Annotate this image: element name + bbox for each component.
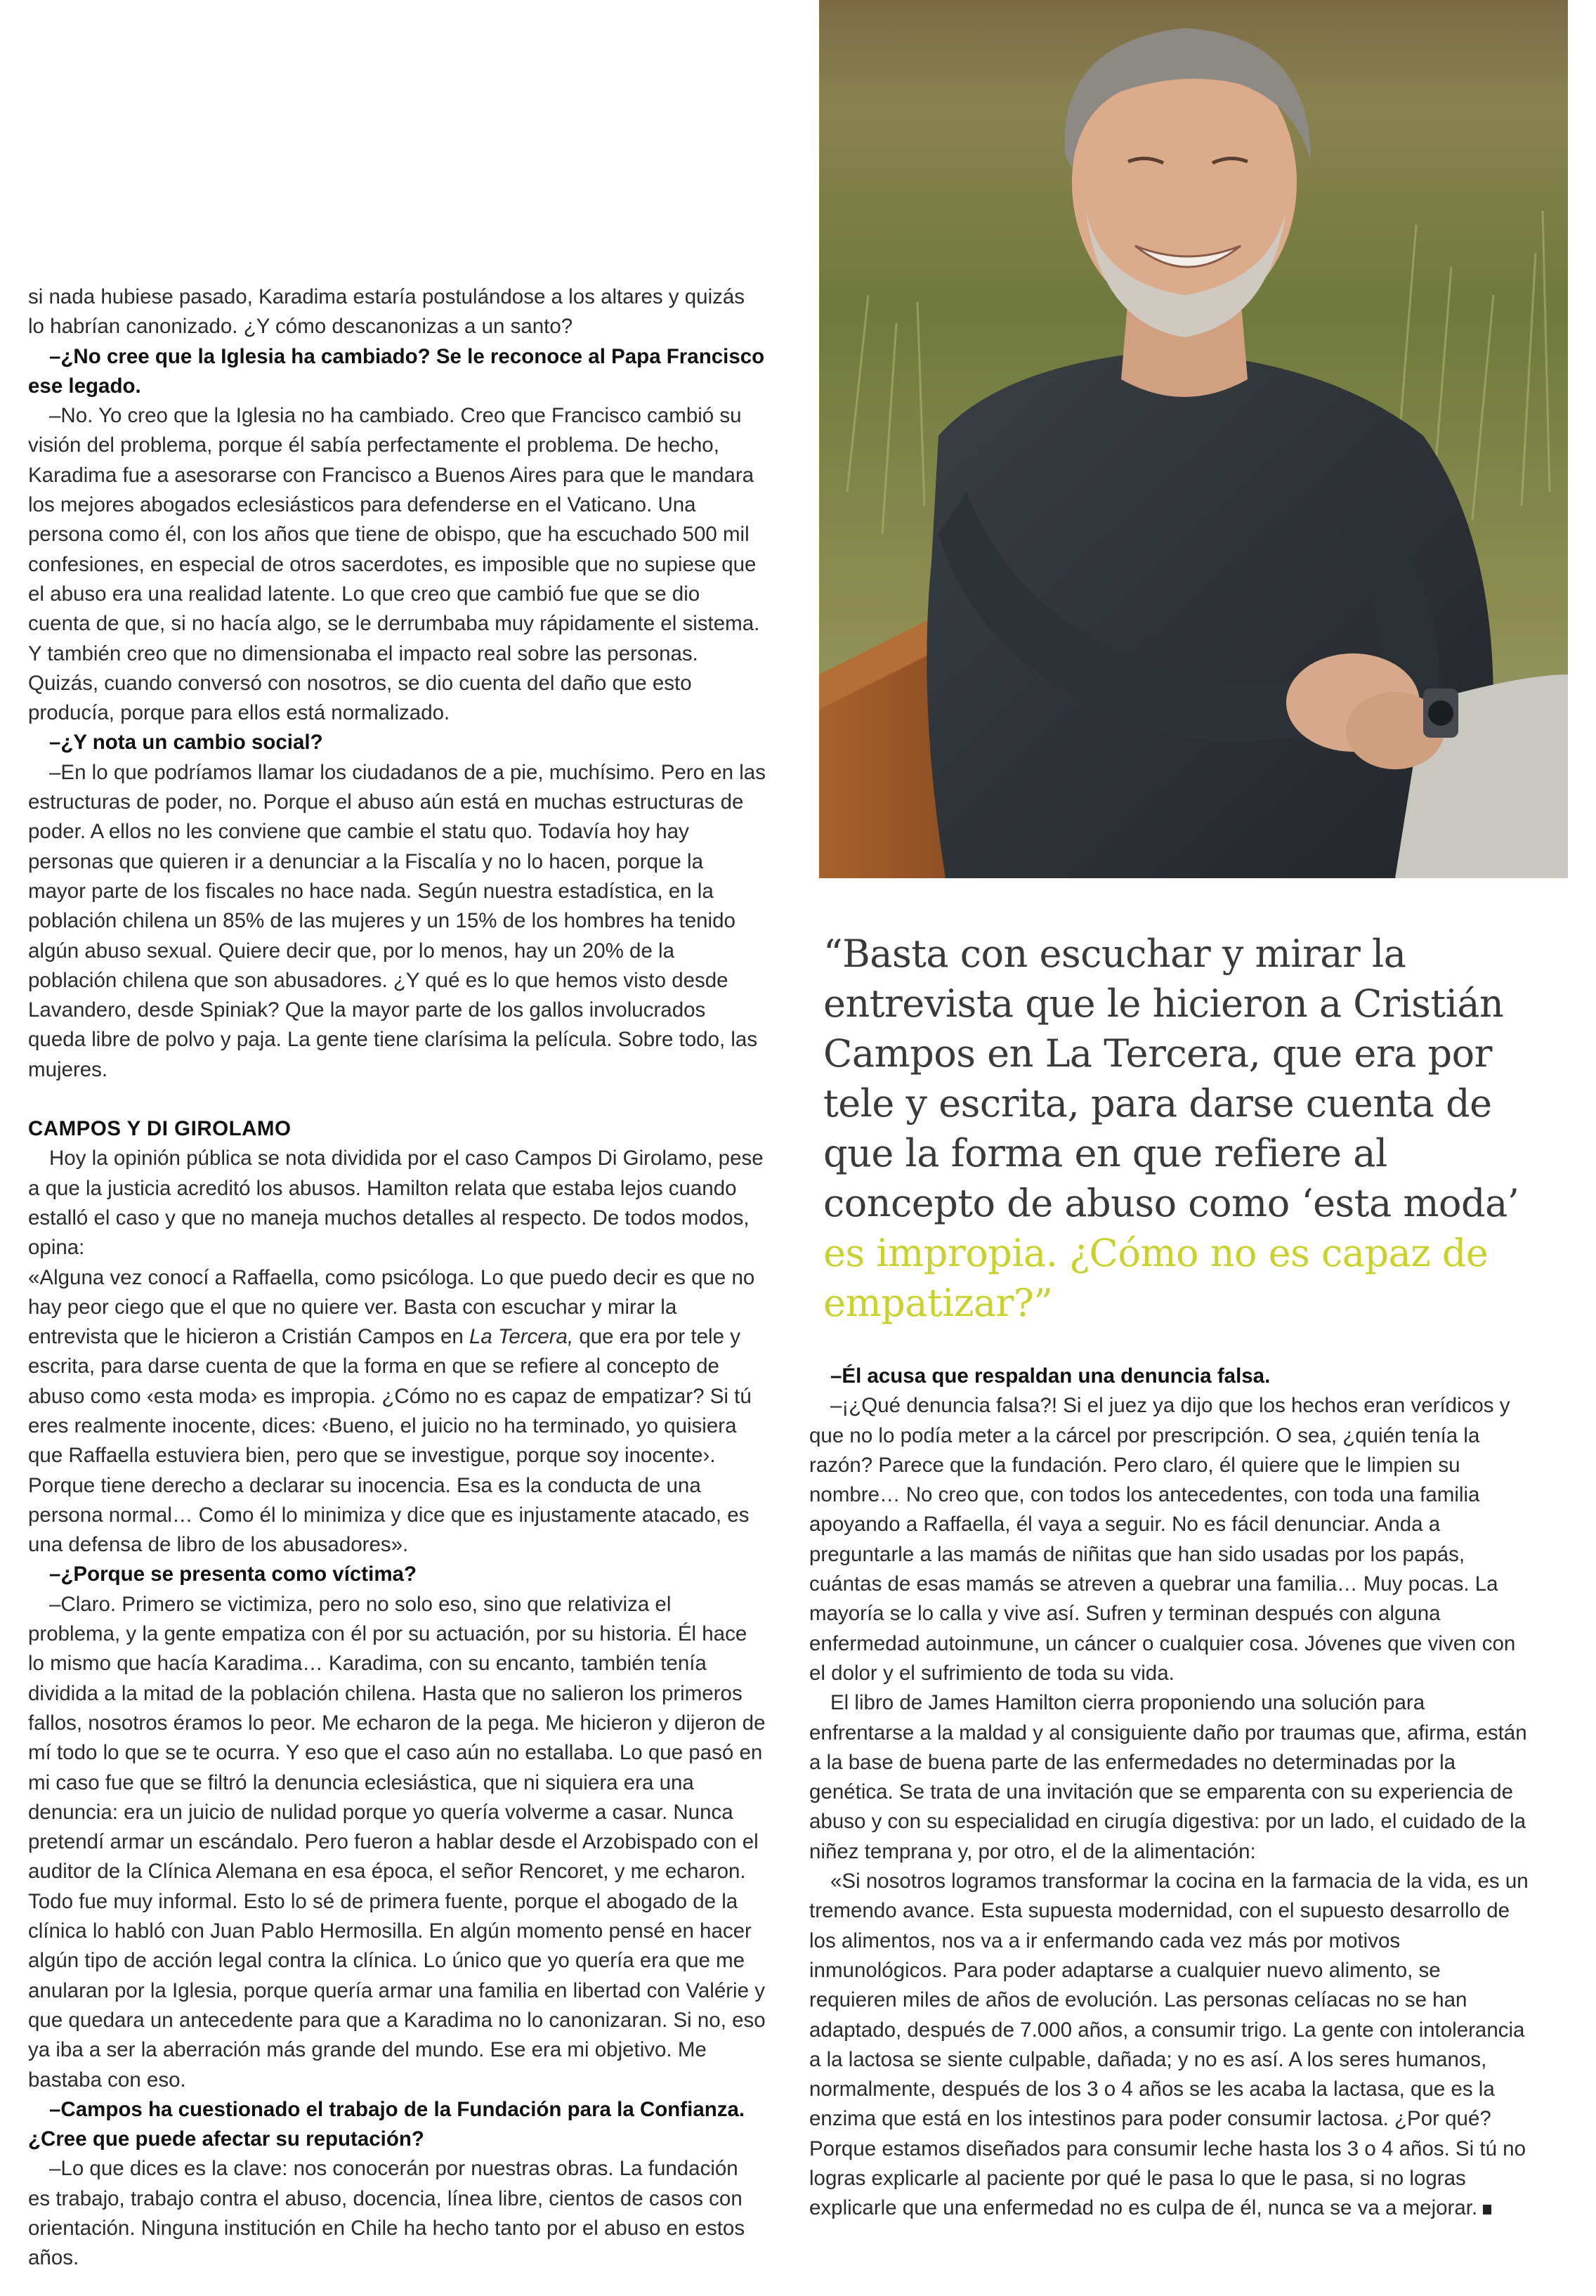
- pull-quote: [823, 929, 1547, 1328]
- paragraph-raffaella-quote: [28, 1263, 766, 1560]
- paragraph-food-quote: [809, 1867, 1533, 2224]
- answer-false-complaint: –¡¿Qué denuncia falsa?! Si el juez ya dijo que los hechos eran verídicos y que no lo podía meter a la cárcel por prescripción. O sea, ¿quién tenía la razón? Parece que la fundación. Pero claro, él quiere que le limpien su nombre… No creo que, con todos los antecedentes, con toda una familia apoyando a Raffaella, él vaya a seguir. No es fácil denunciar. Anda a preguntarle a las mamás de niñitas que han sido usadas por los papás, cuántas de esas mamás se atreven a quebrar una familia… Muy pocas. La mayoría se lo calla y vive así. Sufren y terminan después con alguna enfermedad autoinmune, un cáncer o cualquier cosa. Jóvenes que viven con el dolor y el sufrimiento de toda su vida.: [809, 1394, 1516, 1685]
- answer-church-changed: –No. Yo creo que la Iglesia no ha cambiado. Creo que Francisco cambió su visión del problema, porque él sabía perfectamente el problema. De hecho, Karadima fue a asesorarse con Francisco a Buenos Aires para que le mandara los mejores abogados eclesiásticos para defenderse en el Vaticano. Una persona como él, con los años que tiene de obispo, que ha escuchado 500 mil confesiones, en especial de otros sacerdotes, es imposible que no supiese que el abuso era una realidad latente. Lo que creo que cambió fue que se dio cuenta de que, si no hacía algo, se le derrumbaba muy rápidamente el sistema. Y también creo que no dimensionaba el impacto real sobre las personas. Quizás, cuando conversó con nosotros, se dio cuenta del daño que esto producía, porque para ellos está normalizado.: [28, 404, 760, 725]
- paragraph-book-solution: El libro de James Hamilton cierra proponiendo una solución para enfrentarse a la maldad y al consiguiente daño por traumas que, afirma, están a la base de buena parte de las enfermedades no determinadas por la genética. Se trata de una invitación que se emparenta con su experiencia de abuso y con su especialidad en cirugía digestiva: por un lado, el cuidado de la niñez temprana y, por otro, el de la alimentación:: [809, 1691, 1527, 1863]
- raffaella-quote-part1: «Alguna vez conocí a Raffaella, como psicóloga. Lo que puedo decir es que no hay peor ciego que el que no quiere ver. Basta con escuchar y mirar la entrevista que le hicieron a Cristián Campos en: [28, 1265, 755, 1349]
- section-title: CAMPOS Y DI GIROLAMO: [28, 1117, 292, 1141]
- question-reputation: –Campos ha cuestionado el trabajo de la Fundación para la Confianza. ¿Cree que puede afectar su reputación?: [28, 2097, 745, 2151]
- raffaella-quote-part2: que era por tele y escrita, para darse cuenta de que la forma en que se refiere al concepto de abuso como ‹esta moda› es impropia. ¿Cómo no es capaz de empatizar? Si tú eres realmente inocente, dices: ‹Bueno, el juicio no ha terminado, yo quisiera que Raffaella estuviera bien, pero que se investigue, porque soy inocente›. Porque tiene derecho a declarar su inocencia. Esa es la conducta de una persona normal… Como él lo minimiza y dice que es injustamente atacado, es una defensa de libro de los abusadores».: [28, 1325, 752, 1557]
- question-church-changed: –¿No cree que la Iglesia ha cambiado? Se le reconoce al Papa Francisco ese legado.: [28, 344, 765, 398]
- end-of-article-mark: [1483, 2205, 1491, 2215]
- left-text-column: [28, 282, 766, 2274]
- pull-quote-accent: es impropia. ¿Cómo no es capaz de empatizar?”: [823, 1231, 1489, 1325]
- food-quote-text: «Si nosotros logramos transformar la cocina en la farmacia de la vida, es un tremendo avance. Esta supuesta modernidad, con el supuesto desarrollo de los alimentos, nos va a ir enfermando cada vez más por motivos inmunológicos. Para poder adaptarse a cualquier nuevo alimento, se requieren miles de años de evolución. Las personas celíacas no se han adaptado, después de 7.000 años, a consumir trigo. La gente con intolerancia a la lactosa se siente culpable, dañada; y no es así. A los seres humanos, normalmente, después de los 3 o 4 años se les acaba la lactasa, que es la enzima que está en los intestinos para poder consumir lactosa. ¿Por qué? Porque estamos diseñados para consumir leche hasta los 3 o 4 años. Si tú no logras explicarle al paciente por qué le pasa lo que le pasa, si no logras explicarle que una enfermedad no es culpa de él, nunca se va a mejorar.: [809, 1870, 1529, 2220]
- pull-quote-main: “Basta con escuchar y mirar la entrevista que le hicieron a Cristián Campos en La Tercera, que era por tele y escrita, para darse cuenta de que la forma en que refiere al concepto de abuso como ‘esta moda’: [823, 932, 1519, 1225]
- question-false-complaint: –Él acusa que respaldan una denuncia falsa.: [830, 1364, 1271, 1388]
- paragraph-campos-intro: Hoy la opinión pública se nota dividida por el caso Campos Di Girolamo, pese a que la justicia acreditó los abusos. Hamilton relata que estaba lejos cuando estalló el caso y que no maneja muchos detalles al respecto. De todos modos, opina:: [28, 1147, 764, 1260]
- answer-reputation: –Lo que dices es la clave: nos conocerán por nuestras obras. La fundación es trabajo, trabajo contra el abuso, docencia, línea libre, cientos de casos con orientación. Ninguna institución en Chile ha hecho tanto por el abuso en estos años.: [28, 2157, 745, 2270]
- portrait-photo: [819, 0, 1568, 878]
- answer-social-change: –En lo que podríamos llamar los ciudadanos de a pie, muchísimo. Pero en las estructuras de poder, no. Porque el abuso aún está en muchas estructuras de poder. A ellos no les conviene que cambie el statu quo. Todavía hoy hay personas que quieren ir a denunciar a la Fiscalía y no lo hacen, porque la mayor parte de los fiscales no hace nada. Según nuestra estadística, en la población chilena un 85% de las mujeres y un 15% de los hombres ha tenido algún abuso sexual. Quiere decir que, por lo menos, hay un 20% de la población chilena que son abusadores. ¿Y qué es lo que hemos visto desde Lavandero, desde Spiniak? Que la mayor parte de los gallos involucrados queda libre de polvo y paja. La gente tiene clarísima la película. Sobre todo, las mujeres.: [28, 760, 766, 1081]
- la-tercera-italic: La Tercera,: [469, 1325, 574, 1349]
- answer-victim: –Claro. Primero se victimiza, pero no solo eso, sino que relativiza el problema, y la gente empatiza con él por su actuación, por su historia. Él hace lo mismo que hacía Karadima… Karadima, con su encanto, también tenía dividida a la mitad de la población chilena. Hasta que no salieron los primeros fallos, nosotros éramos lo peor. Me echaron de la pega. Me hicieron y dijeron de mí todo lo que se te ocurra. Y eso que el caso aún no estallaba. Lo que pasó en mi caso fue que se filtró la denuncia eclesiástica, que ni siquiera era una denuncia: era un juicio de nulidad porque yo quería volverme a casar. Nunca pretendí armar un escándalo. Pero fueron a hablar desde el Arzobispado con el auditor de la Clínica Alemana en esa época, el señor Rencoret, y me echaron. Todo fue muy informal. Esto lo sé de primera fuente, porque el abogado de la clínica lo habló con Juan Pablo Hermosilla. En algún momento pensé en hacer algún tipo de acción legal contra la clínica. Lo único que yo quería era que me anularan por la Iglesia, porque quería armar una familia en libertad con Valérie y que quedara un antecedente para que a Karadima no lo canonizaran. Si no, eso ya iba a ser la aberración más grande del mundo. Ese era mi objetivo. Me bastaba con eso.: [28, 1592, 766, 2092]
- right-text-column: [809, 1362, 1533, 2224]
- portrait-illustration: [819, 0, 1568, 878]
- question-victim: –¿Porque se presenta como víctima?: [49, 1563, 417, 1586]
- paragraph-intro: si nada hubiese pasado, Karadima estaría postulándose a los altares y quizás lo habrían canonizado. ¿Y cómo descanonizas a un santo?: [28, 285, 745, 339]
- question-social-change: –¿Y nota un cambio social?: [49, 731, 323, 755]
